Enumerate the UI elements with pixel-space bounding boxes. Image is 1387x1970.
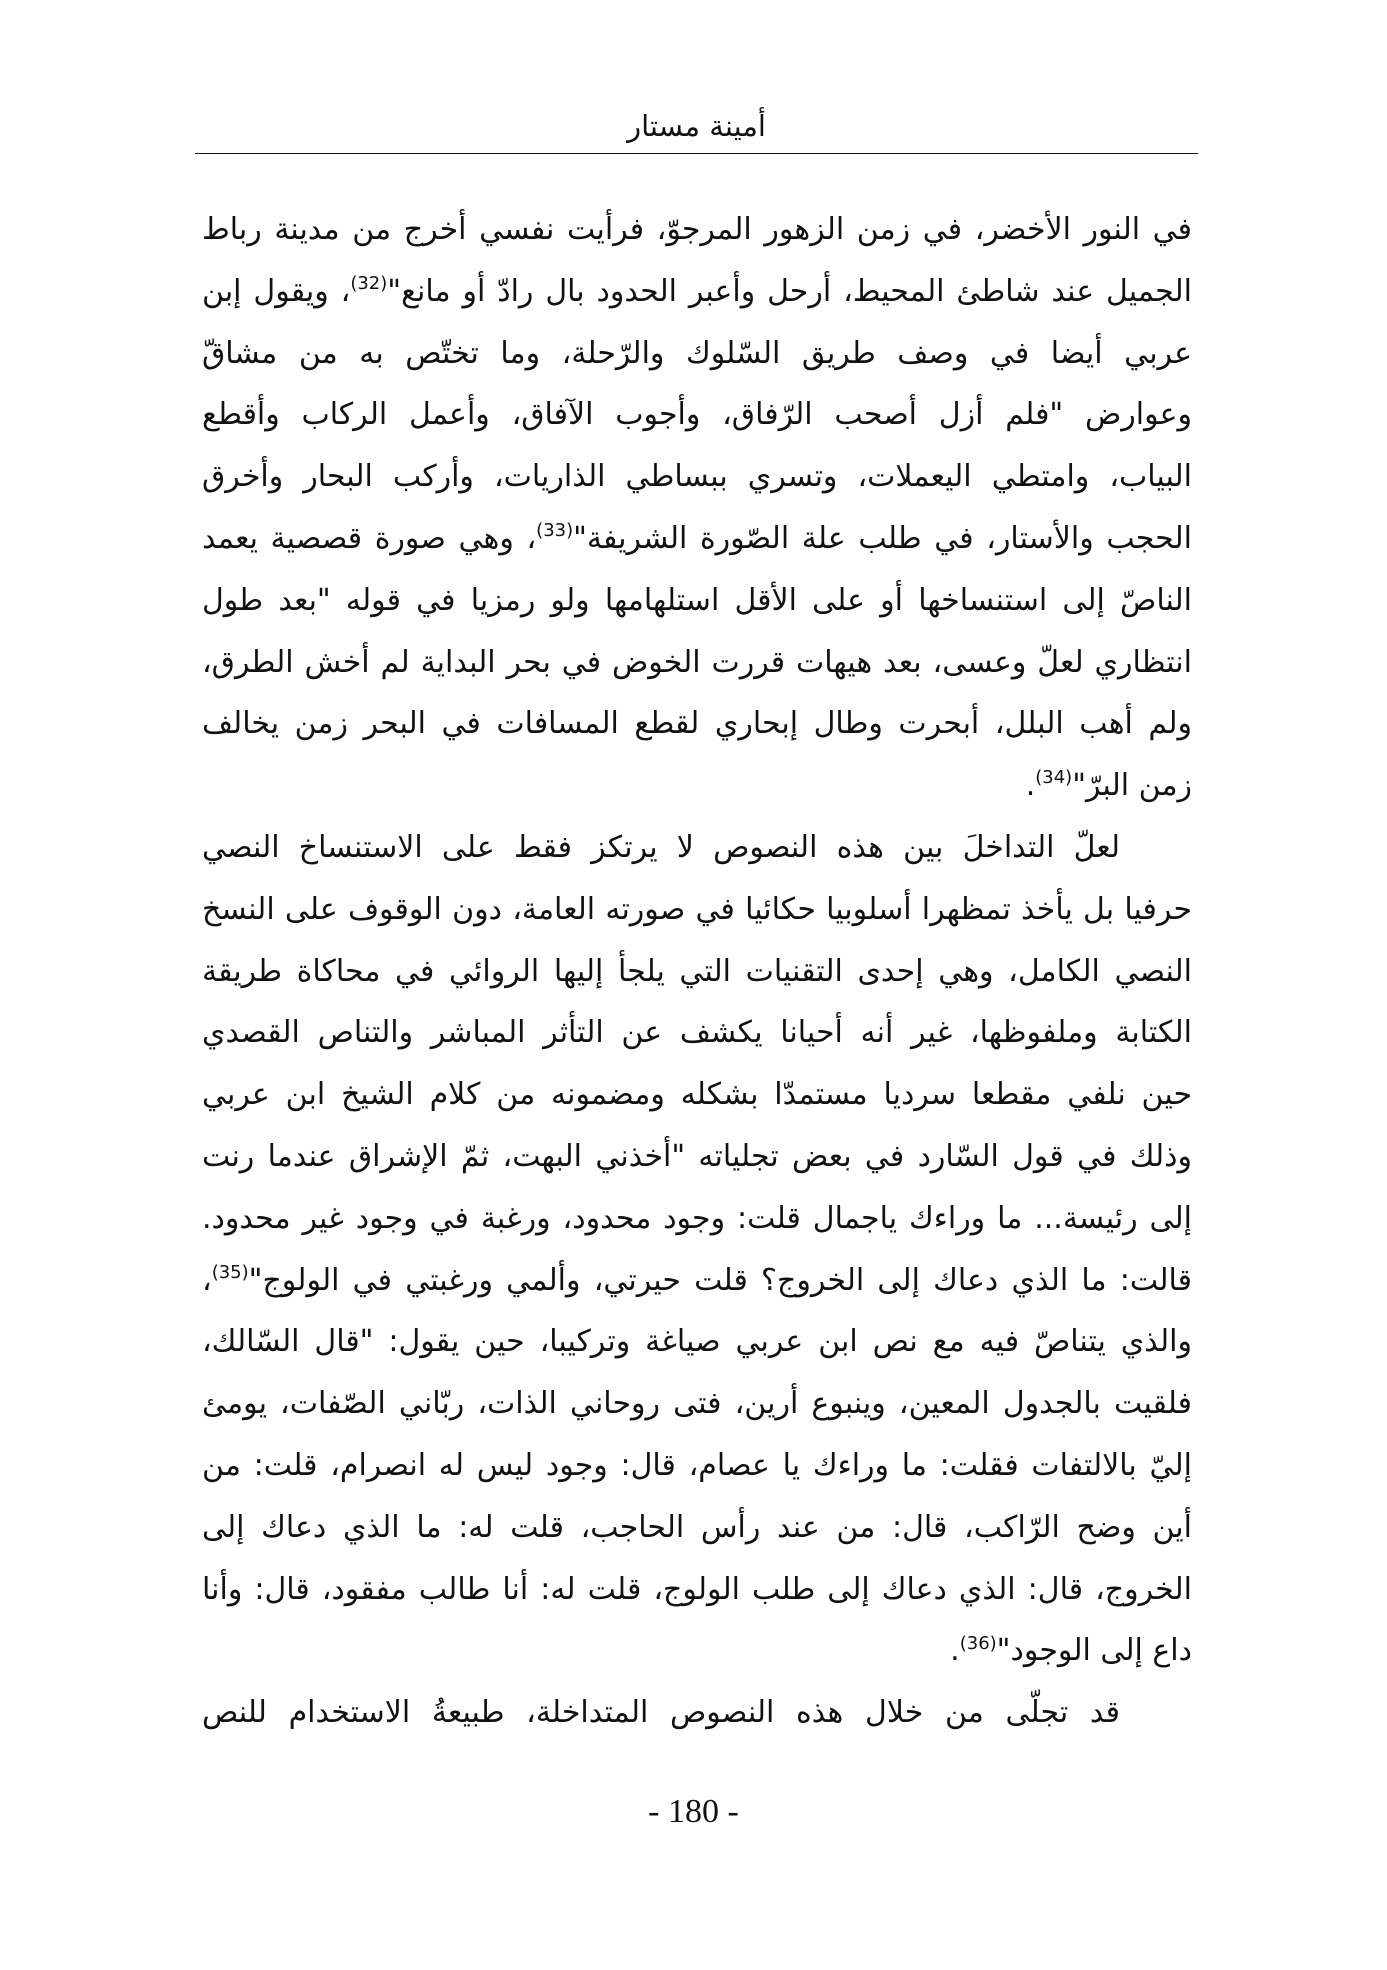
line-text: أين وضح الرّاكب، قال: من عند رأس الحاجب، قلت له: ما الذي دعاك إلى: [202, 1509, 1192, 1545]
line-text: إلى رئيسة... ما وراءك ياجمال قلت: وجود محدود، ورغبة في وجود غير محدود.: [202, 1200, 1192, 1236]
line-text: حين نلفي مقطعا سرديا مستمدّا بشكله ومضمونه من كلام الشيخ ابن عربي: [202, 1077, 1192, 1113]
line-text: عربي أيضا في وصف طريق السّلوك والرّحلة، وما تختّص به من مشاقّ: [202, 335, 1192, 371]
text-line: [202, 1620, 1192, 1682]
line-text: زمن البرّ": [1072, 768, 1192, 804]
line-text: ولم أهب البلل، أبحرت وطال إبحاري لقطع المسافات في البحر زمن يخالف: [202, 706, 1192, 742]
text-line: [202, 1250, 1192, 1312]
text-line: [202, 632, 1192, 694]
footnote-ref: (35): [211, 1261, 249, 1283]
footnote-ref: (32): [350, 273, 388, 295]
text-line: [202, 693, 1192, 755]
paragraph: [202, 817, 1192, 1682]
text-line: [202, 1064, 1192, 1126]
line-text: والذي يتناصّ فيه مع نص ابن عربي صياغة وتركيبا، حين يقول: "قال السّالك،: [202, 1324, 1192, 1360]
line-text: الناصّ إلى استنساخها أو على الأقل استلهامها ولو رمزيا في قوله "بعد طول: [202, 582, 1192, 618]
line-text: انتظاري لعلّ وعسى، بعد هيهات قررت الخوض في بحر البداية لم أخش الطرق،: [202, 644, 1192, 680]
header-rule: [195, 153, 1198, 154]
text-line: [202, 261, 1192, 323]
text-line: [202, 384, 1192, 446]
line-text: .: [950, 1633, 960, 1669]
line-text: الكتابة وملفوظها، غير أنه أحيانا يكشف عن التأثر المباشر والتناص القصدي: [202, 1015, 1192, 1051]
text-line: [202, 508, 1192, 570]
paragraph: [202, 1682, 1192, 1744]
line-text: الخروج، قال: الذي دعاك إلى طلب الولوج، قلت له: أنا طالب مفقود، قال: وأنا: [202, 1571, 1192, 1607]
body-text: [202, 199, 1192, 1744]
text-line: [202, 199, 1192, 261]
running-head-author: أمينة مستار: [627, 109, 766, 143]
text-line: [202, 323, 1192, 385]
line-text: ،: [202, 1262, 212, 1298]
text-line: [202, 446, 1192, 508]
line-text: ، وهي صورة قصصية يعمد: [202, 520, 537, 556]
text-line: [202, 1188, 1192, 1250]
line-text: وعوارض "فلم أزل أصحب الرّفاق، وأجوب الآفاق، وأعمل الركاب وأقطع: [202, 397, 1192, 433]
line-text: حرفيا بل يأخذ تمظهرا أسلوبيا حكائيا في صورته العامة، دون الوقوف على النسخ: [202, 891, 1192, 927]
line-text: ، ويقول إبن: [202, 273, 351, 309]
footnote-ref: (33): [536, 520, 574, 542]
line-text: الجميل عند شاطئ المحيط، أرحل وأعبر الحدود بال رادّ أو مانع": [387, 273, 1192, 309]
line-text: الحجب والأستار، في طلب علة الصّورة الشريفة": [573, 520, 1192, 556]
line-text: البياب، وامتطي اليعملات، وتسري ببساطي الذاريات، وأركب البحار وأخرق: [202, 459, 1192, 495]
text-line: [202, 879, 1192, 941]
paragraph: [202, 199, 1192, 817]
line-text: النصي الكامل، وهي إحدى التقنيات التي يلجأ إليها الروائي في محاكاة طريقة: [202, 953, 1192, 989]
line-text: وذلك في قول السّارد في بعض تجلياته "أخذني البهت، ثمّ الإشراق عندما رنت: [202, 1138, 1192, 1174]
text-line: [202, 1497, 1192, 1559]
line-text: إليّ بالالتفات فقلت: ما وراءك يا عصام، قال: وجود ليس له انصرام، قلت: من: [202, 1447, 1192, 1483]
line-text: قد تجلّى من خلال هذه النصوص المتداخلة، طبيعةُ الاستخدام للنص: [202, 1695, 1120, 1731]
line-text: في النور الأخضر، في زمن الزهور المرجوّ، فرأيت نفسي أخرج من مدينة رباط: [202, 212, 1192, 247]
footnote-ref: (36): [959, 1632, 997, 1654]
text-line: [202, 1373, 1192, 1435]
line-text: .: [1025, 768, 1036, 804]
text-line: [202, 1311, 1192, 1373]
text-line: [202, 1126, 1192, 1188]
text-line: [202, 1002, 1192, 1064]
line-text: داع إلى الوجود": [996, 1633, 1192, 1669]
line-text: فلقيت بالجدول المعين، وينبوع أرين، فتى روحاني الذات، ربّاني الصّفات، يومئ: [202, 1386, 1192, 1422]
text-line: [202, 1559, 1192, 1621]
footnote-ref: (34): [1035, 767, 1073, 789]
text-line: [202, 1435, 1192, 1497]
line-text: لعلّ التداخلَ بين هذه النصوص لا يرتكز فقط على الاستنساخ النصي: [202, 829, 1120, 865]
text-line: [202, 570, 1192, 632]
text-line: [202, 755, 1192, 817]
page-number: - 180 -: [648, 1793, 739, 1830]
text-line: [202, 941, 1192, 1003]
text-line: [202, 817, 1192, 879]
line-text: قالت: ما الذي دعاك إلى الخروج؟ قلت حيرتي، وألمي ورغبتي في الولوج": [248, 1262, 1192, 1298]
text-line: [202, 1682, 1192, 1744]
